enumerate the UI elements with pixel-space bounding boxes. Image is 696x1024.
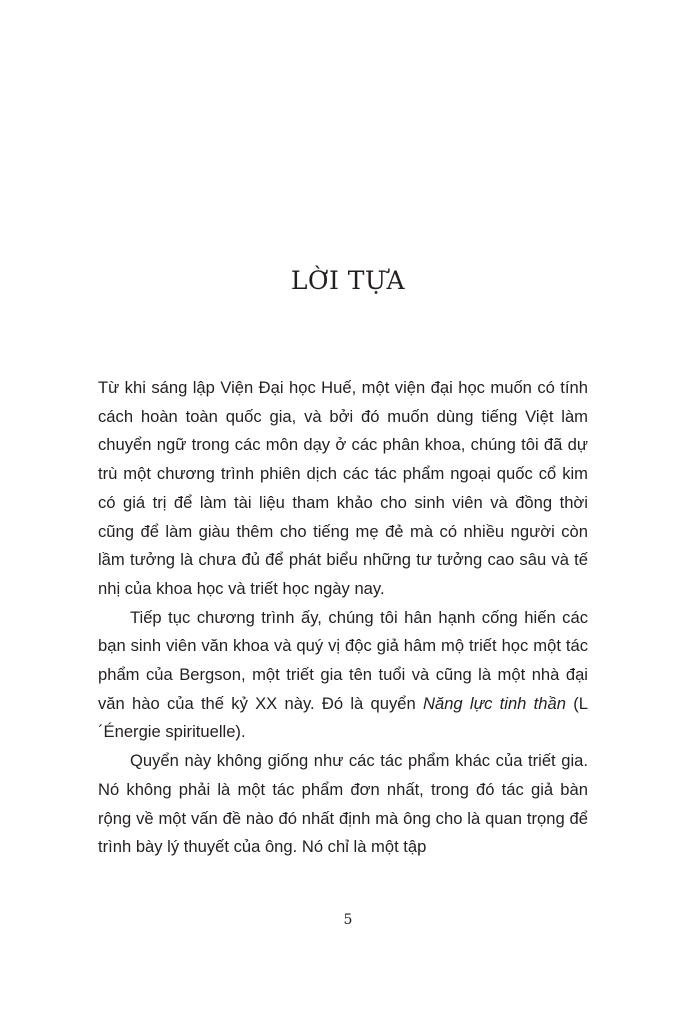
paragraph-2-text: Tiếp tục chương trình ấy, chúng tôi hân hạnh cống hiến các bạn sinh viên văn khoa và quý vị độc giả hâm mộ triết học một tác phẩm của Bergson, một triết gia tên tuổi và cũng là một nhà đại văn hào của thế kỷ XX này. Đó là quyển [98, 607, 588, 713]
paragraph-2 [98, 604, 588, 748]
book-title-italic: Năng lực tinh thần [422, 693, 566, 713]
paragraph-2-tail: (L´Énergie spirituelle). [98, 693, 588, 742]
page-title: LỜI TỰA [290, 266, 406, 295]
body-text [98, 374, 588, 862]
paragraph-1: Từ khi sáng lập Viện Đại học Huế, một viện đại học muốn có tính cách hoàn toàn quốc gia, và bởi đó muốn dùng tiếng Việt làm chuyển ngữ trong các môn dạy ở các phân khoa, chúng tôi đã dự trù một chương trình phiên dịch các tác phẩm ngoại quốc cổ kim có giá trị để làm tài liệu tham khảo cho sinh viên và đồng thời cũng để làm giàu thêm cho tiếng mẹ đẻ mà có nhiều người còn lầm tưởng là chưa đủ để phát biểu những tư tưởng cao sâu và tế nhị của khoa học và triết học ngày nay. [98, 378, 588, 598]
paragraph-3: Quyển này không giống như các tác phẩm khác của triết gia. Nó không phải là một tác phẩm đơn nhất, trong đó tác giả bàn rộng về một vấn đề nào đó nhất định mà ông cho là quan trọng để trình bày lý thuyết của ông. Nó chỉ là một tập [98, 751, 588, 857]
page-number: 5 [343, 912, 353, 928]
